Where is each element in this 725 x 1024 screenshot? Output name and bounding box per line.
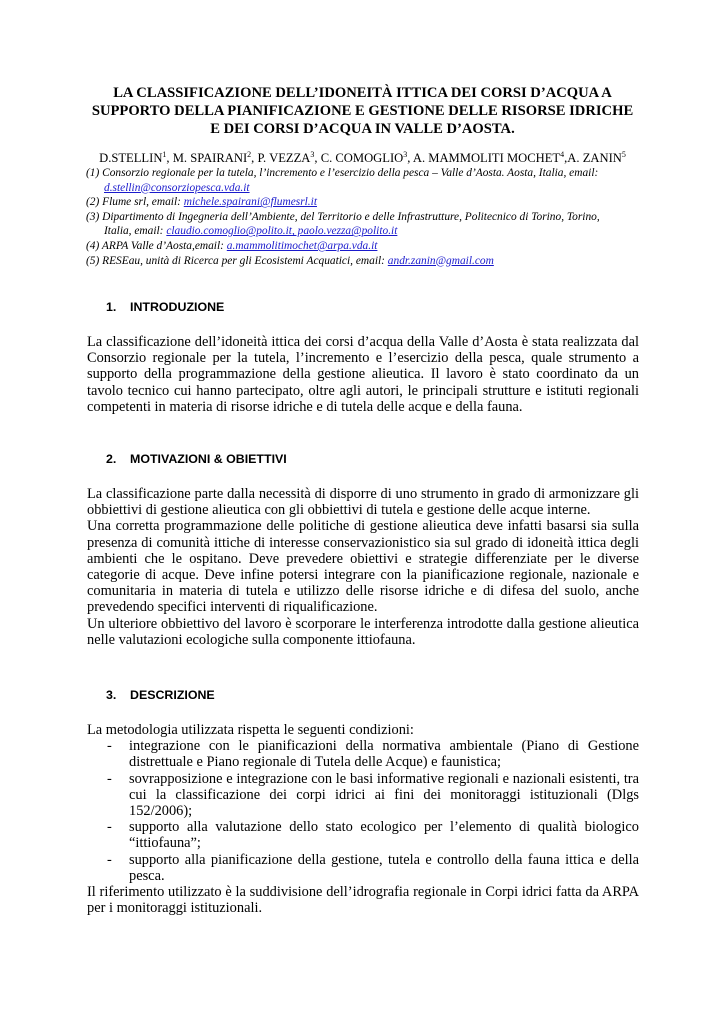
section-heading-descrizione: [106, 687, 215, 703]
affiliation-3-email-line: [86, 224, 646, 239]
section-body-descrizione: [87, 722, 639, 916]
author-affiliation-marker: 1: [162, 150, 167, 159]
author-name: M. SPAIRANI: [172, 151, 248, 165]
title-line-2: SUPPORTO DELLA PIANIFICAZIONE E GESTIONE DELLE RISORSE IDRICHE: [91, 103, 634, 119]
author-name: D.STELLIN: [99, 151, 163, 165]
section-heading-motivazioni: [106, 451, 287, 467]
list-item: [87, 819, 639, 851]
affiliation-2: [86, 195, 646, 210]
list-item: [87, 852, 639, 884]
list-intro: La metodologia utilizzata rispetta le seguenti condizioni:: [87, 722, 414, 738]
section-number: 1.: [106, 300, 117, 314]
author-separator: ,: [314, 151, 321, 165]
affiliation-4: [86, 239, 646, 254]
section-number: 3.: [106, 688, 117, 702]
closing-paragraph: Il riferimento utilizzato è la suddivisione dell’idrografia regionale in Corpi idrici fatta da ARPA per i monitoraggi istituzionali.: [87, 884, 639, 917]
affiliation-1: (1) Consorzio regionale per la tutela, l’incremento e l’esercizio della pesca – Valle d’Aosta. Aosta, Italia, email:: [86, 167, 599, 179]
author-affiliation-marker: 5: [621, 150, 626, 159]
title-line-3: E DEI CORSI D’ACQUA IN VALLE D’AOSTA.: [210, 121, 515, 137]
list-item: [87, 738, 639, 770]
list-item: [87, 771, 639, 820]
section-title: MOTIVAZIONI & OBIETTIVI: [130, 452, 287, 466]
email-link[interactable]: claudio.comoglio@polito.it, paolo.vezza@polito.it: [166, 225, 398, 238]
author-affiliation-marker: 4: [560, 150, 565, 159]
bullet-dash: -: [107, 770, 112, 787]
author-separator: ,: [166, 151, 173, 165]
affiliation-text: (2) Flume srl, email:: [86, 196, 184, 209]
section-title: INTRODUZIONE: [130, 300, 225, 314]
section-heading-introduzione: [106, 299, 224, 315]
affiliation-1-email-line: [86, 181, 646, 196]
affiliation-3: (3) Dipartimento di Ingegneria dell’Ambiente, del Territorio e delle Infrastrutture, Politecnico di Torino, Torino,: [86, 210, 600, 223]
list-item-text: supporto alla valutazione dello stato ecologico per l’elemento di qualità biologico “ittiofauna”;: [129, 819, 639, 852]
list-item-text: integrazione con le pianificazioni della normativa ambientale (Piano di Gestione distrettuale e Piano regionale di Tutela delle Acque) e faunistica;: [129, 738, 639, 771]
author-affiliation-marker: 2: [247, 150, 252, 159]
author-name: P. VEZZA: [257, 151, 311, 165]
affiliation-5: [86, 254, 646, 269]
list-item-text: supporto alla pianificazione della gestione, tutela e controllo della fauna ittica e della pesca.: [129, 851, 639, 884]
section-number: 2.: [106, 452, 117, 466]
bullet-dash: -: [107, 819, 112, 836]
paragraph: Un ulteriore obbiettivo del lavoro è scorporare le interferenza introdotte dalla gestione alieutica nelle valutazioni ecologiche sulla componente ittiofauna.: [87, 615, 639, 648]
bullet-dash: -: [107, 851, 112, 868]
paragraph: Una corretta programmazione delle politiche di gestione alieutica deve infatti basarsi sia sulla presenza di comunità ittiche di interesse conservazionistico sia sul grado di idoneità ittica degli ambienti che le ospitano. Deve prevedere obiettivi e strategie differenziate per le diverse categorie di acque. Deve infine potersi integrare con la pianificazione regionale, nazionale e comunitaria in materia di tutela e utilizzo delle risorse idriche e di difesa del suolo, anche prevedendo specifici interventi di riqualificazione.: [87, 518, 639, 616]
author-separator: ,: [251, 151, 258, 165]
author-name: A. ZANIN: [567, 151, 622, 165]
paragraph: La classificazione parte dalla necessità di disporre di uno strumento in grado di armonizzare gli obbiettivi di gestione alieutica con gli obbiettivi di tutela e gestione delle acque interne.: [87, 486, 639, 519]
author-name: C. COMOGLIO: [320, 151, 404, 165]
affiliation-text: Italia, email:: [104, 225, 167, 238]
author-affiliation-marker: 3: [310, 150, 315, 159]
paper-title: [60, 84, 665, 138]
author-affiliation-marker: 3: [403, 150, 408, 159]
author-separator: ,: [407, 151, 413, 165]
bullet-dash: -: [107, 738, 112, 755]
section-body-motivazioni: [87, 486, 639, 648]
list-item-text: sovrapposizione e integrazione con le basi informative regionali e nazionali esistenti, tra cui la classificazione dei corpi idrici ai fini dei monitoraggi istituzionali (Dlgs 152/2006);: [129, 770, 639, 820]
author-name: A. MAMMOLITI MOCHET: [412, 151, 561, 165]
section-body-introduzione: [87, 334, 639, 415]
affiliation-list: [86, 166, 646, 268]
title-line-1: LA CLASSIFICAZIONE DELL’IDONEITÀ ITTICA DEI CORSI D’ACQUA A: [113, 85, 612, 101]
author-list: [0, 150, 725, 166]
affiliation-text: (5) RESEau, unità di Ricerca per gli Ecosistemi Acquatici, email:: [86, 254, 388, 267]
email-link[interactable]: andr.zanin@gmail.com: [387, 254, 494, 267]
paragraph: La classificazione dell’idoneità ittica dei corsi d’acqua della Valle d’Aosta è stata realizzata dal Consorzio regionale per la tutela, l’incremento e l’esercizio della pesca, quale strumento a supporto della programmazione della gestione alieutica. Il lavoro è stato coordinato da un tavolo tecnico cui hanno partecipato, oltre agli autori, le principali strutture e istituti regionali competenti in materia di risorse idriche e di tutela delle acque e della fauna.: [87, 334, 639, 415]
author-separator: ,: [564, 151, 568, 165]
section-title: DESCRIZIONE: [130, 688, 215, 702]
email-link[interactable]: d.stellin@consorziopesca.vda.it: [104, 181, 250, 194]
affiliation-text: (4) ARPA Valle d’Aosta,email:: [86, 239, 227, 252]
email-link[interactable]: michele.spairani@flumesrl.it: [183, 196, 317, 209]
email-link[interactable]: a.mammolitimochet@arpa.vda.it: [226, 239, 378, 252]
